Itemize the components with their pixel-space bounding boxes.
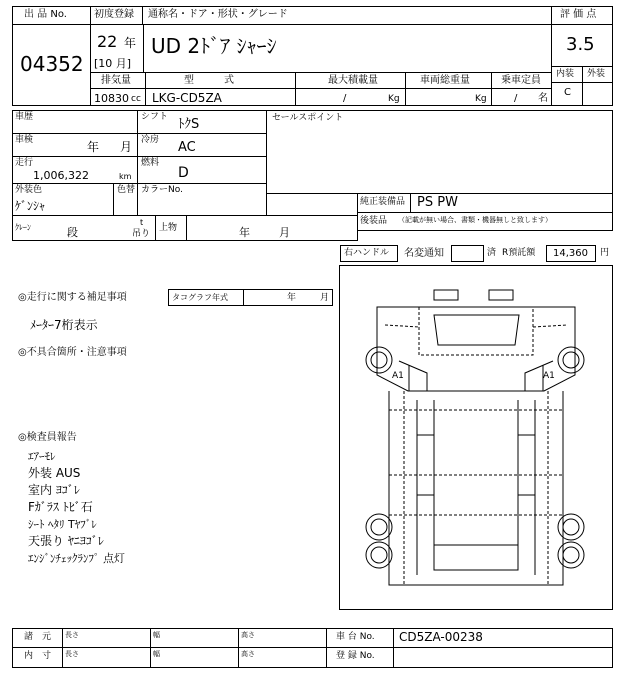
defects-label: ◎不具合箇所・注意事項 <box>18 347 127 358</box>
inspection-month: 月 <box>120 140 133 154</box>
score-label: 評 価 点 <box>560 9 597 20</box>
ext-color-value: ｹﾞﾝｼｬ <box>15 199 46 213</box>
rear-right-wheel <box>558 514 584 540</box>
inspector-line: 外装 AUS <box>28 466 81 480</box>
mileage-value: 1,006,322 <box>33 169 89 182</box>
damage-mark-right: A1 <box>543 371 555 381</box>
crane-label: ｸﾚｰﾝ <box>15 223 31 232</box>
inspector-line: ｴﾝｼﾞﾝﾁｪｯｸﾗﾝﾌﾟ 点灯 <box>28 552 125 565</box>
inner-length-label: 長さ <box>65 650 79 658</box>
exterior-label: 外装 <box>587 69 606 79</box>
mileage-label: 走行 <box>15 158 34 168</box>
gross-weight-label: 車両総重量 <box>420 75 470 86</box>
rear-left-wheel-2 <box>366 542 392 568</box>
front-left-wheel <box>366 347 392 373</box>
reg-label: 登 録 No. <box>336 651 375 661</box>
inspector-line: 天張り ﾔﾆﾖｺﾞﾚ <box>28 534 104 548</box>
body-label: 上物 <box>159 223 178 233</box>
inspector-label: ◎検査員報告 <box>18 432 77 443</box>
lot-number: 04352 <box>20 52 84 76</box>
fuel-label: 燃料 <box>141 158 160 168</box>
running-note: ﾒｰﾀｰ7桁表示 <box>30 318 98 332</box>
body-month: 月 <box>279 226 290 239</box>
chassis-outline <box>389 391 563 585</box>
rear-right-wheel-2 <box>558 542 584 568</box>
aftermarket-note: （記載が無い場合、書類・機器無しと致します） <box>398 216 552 224</box>
inspector-line: ｴｱｰﾓﾚ <box>28 450 56 463</box>
mileage-unit: km <box>119 172 132 181</box>
history-label: 車歴 <box>15 112 34 122</box>
interior-grade: C <box>564 87 571 98</box>
max-load-unit: Kg <box>388 94 400 104</box>
inner-label: 内 寸 <box>24 651 52 661</box>
body-year: 年 <box>239 226 250 239</box>
damage-mark-left: A1 <box>392 371 404 381</box>
inner-height-label: 高さ <box>241 650 255 658</box>
interior-label: 内装 <box>556 69 575 79</box>
vehicle-title: UD 2ﾄﾞｱ ｼｬｰｼ <box>151 34 277 58</box>
inner-width-label: 幅 <box>153 650 160 658</box>
aftermarket-label: 後装品 <box>360 216 388 226</box>
ext-color-label: 外装色 <box>15 185 43 195</box>
std-equipment-label: 純正装備品 <box>360 197 406 207</box>
footer-table <box>12 628 613 668</box>
gross-weight-unit: Kg <box>475 94 487 104</box>
deposit-unit: 円 <box>600 248 610 258</box>
windshield <box>434 315 519 345</box>
deposit-value: 14,360 <box>553 248 588 259</box>
running-label: ◎走行に関する補足事項 <box>18 292 127 303</box>
rhd-text: 右ハンドル <box>344 248 390 258</box>
height-label: 高さ <box>241 631 255 639</box>
capacity-slash: / <box>514 93 518 104</box>
inspection-label: 車検 <box>15 135 34 145</box>
shift-label: シフト <box>141 112 169 122</box>
name-change-label: 名変通知 <box>404 248 444 259</box>
deposit-prefix: 済 <box>487 248 497 258</box>
model-label: 型 式 <box>184 75 234 86</box>
tacho-year: 年 <box>287 293 297 303</box>
capacity-label: 乗車定員 <box>501 75 541 86</box>
front-right-wheel <box>558 347 584 373</box>
truck-diagram <box>339 265 613 610</box>
reg-year-unit: 年 <box>124 36 137 50</box>
displacement-label: 排気量 <box>101 75 131 86</box>
reg-year: 22 <box>97 32 118 51</box>
lot-label: 出 品 No. <box>24 9 67 20</box>
fuel-value: D <box>178 165 189 181</box>
ac-value: AC <box>178 140 196 155</box>
inspector-line: 室内 ﾖｺﾞﾚ <box>28 483 80 497</box>
tacho-month: 月 <box>320 293 330 303</box>
crane-hang: 吊り <box>132 229 151 239</box>
ac-label: 冷房 <box>141 135 160 145</box>
crane-ton: t <box>140 218 144 227</box>
displacement-value: 10830 <box>94 92 129 105</box>
max-load-slash: / <box>343 93 347 104</box>
crane-row <box>12 215 358 241</box>
chassis-number: CD5ZA-00238 <box>399 630 483 644</box>
rear-left-wheel <box>366 514 392 540</box>
reg-month: [10 月] <box>94 57 132 70</box>
first-reg-label: 初度登録 <box>94 9 134 20</box>
crane-stage: 段 <box>67 226 78 239</box>
chassis-label: 車 台 No. <box>336 632 375 642</box>
std-equipment-value: PS PW <box>417 195 458 210</box>
sales-point-label: セールスポイント <box>272 113 344 123</box>
spec-label: 諸 元 <box>24 632 52 642</box>
name-label: 通称名・ドア・形状・グレード <box>148 9 288 20</box>
max-load-label: 最大積載量 <box>328 75 378 86</box>
inspector-line: ｼｰﾄ ﾍﾀﾘ Tﾔﾌﾞﾚ <box>28 518 97 531</box>
model-value: LKG-CD5ZA <box>152 91 222 105</box>
displacement-unit: cc <box>131 94 141 104</box>
tacho-label: タコグラフ年式 <box>172 293 228 302</box>
length-label: 長さ <box>65 631 79 639</box>
capacity-unit: 名 <box>538 93 548 104</box>
inspection-year: 年 <box>87 140 100 154</box>
name-change-box <box>451 245 484 262</box>
color-code-label: カラーNo. <box>141 185 183 195</box>
deposit-label: R預託額 <box>502 248 536 258</box>
right-mirror <box>489 290 513 300</box>
color-no-label: 色替 <box>117 185 136 195</box>
score-value: 3.5 <box>566 34 595 55</box>
shift-value: ﾄｸS <box>178 117 200 132</box>
details-left <box>12 110 267 216</box>
inspector-line: Fｶﾞﾗｽ ﾄﾋﾞ石 <box>28 500 93 514</box>
width-label: 幅 <box>153 631 160 639</box>
inspector-lines <box>28 448 125 567</box>
left-mirror <box>434 290 458 300</box>
